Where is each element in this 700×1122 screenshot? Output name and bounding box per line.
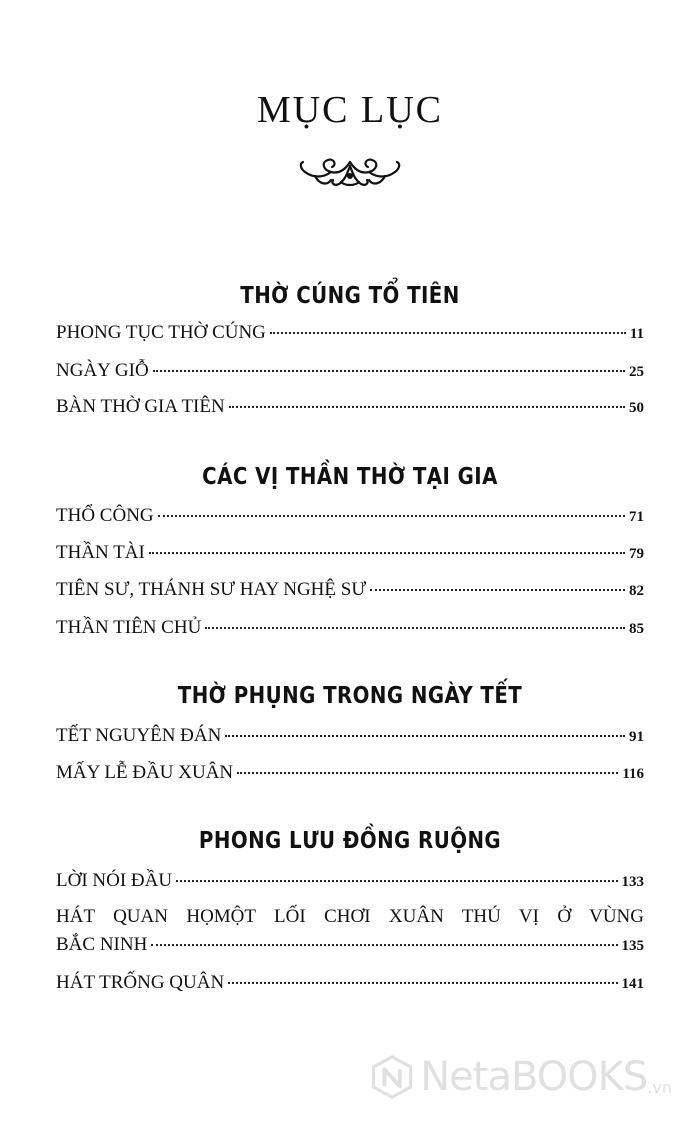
watermark: [372, 1047, 672, 1107]
dot-leader: [370, 589, 625, 591]
dot-leader: [176, 880, 617, 882]
dot-leader: [237, 772, 618, 774]
toc-entry[interactable]: [56, 542, 644, 564]
entry-page: 82: [629, 583, 644, 599]
section-heading: CÁC VỊ THẦN THỜ TẠI GIA: [202, 464, 498, 490]
entry-label: THẦN TIÊN CHỦ: [56, 617, 202, 638]
entry-label: MẤY LỄ ĐẦU XUÂN: [56, 762, 234, 783]
dot-leader: [270, 332, 626, 334]
toc-entry[interactable]: [56, 725, 644, 747]
dot-leader: [225, 735, 625, 737]
dot-leader: [153, 370, 625, 372]
entry-page: 116: [622, 766, 644, 782]
dot-leader: [149, 552, 625, 554]
toc-entry[interactable]: [56, 505, 644, 527]
toc-entry[interactable]: [56, 322, 644, 344]
toc-entry[interactable]: [56, 903, 644, 960]
entry-label: TẾT NGUYÊN ĐÁN: [56, 725, 222, 746]
watermark-suffix: .vn: [647, 1078, 672, 1097]
dot-leader: [151, 944, 617, 946]
entry-page: 141: [621, 976, 644, 992]
entry-page: 25: [629, 364, 644, 380]
dot-leader: [228, 982, 617, 984]
entry-page: 135: [621, 938, 644, 954]
entry-page: 79: [629, 546, 644, 562]
entry-page: 11: [629, 326, 644, 342]
ornament-divider-icon: [295, 152, 405, 194]
dot-leader: [229, 406, 625, 408]
entry-page: 133: [621, 874, 644, 890]
netabooks-logo-icon: [372, 1049, 412, 1105]
section-heading: PHONG LƯU ĐỒNG RUỘNG: [198, 828, 502, 854]
entry-label: TIÊN SƯ, THÁNH SƯ HAY NGHỆ SƯ: [56, 579, 367, 600]
toc-entry[interactable]: [56, 396, 644, 418]
entry-label: LỜI NÓI ĐẦU: [56, 870, 173, 891]
section-heading: THỜ CÚNG TỔ TIÊN: [240, 283, 460, 309]
entry-label: HÁT TRỐNG QUÂN: [56, 972, 225, 993]
entry-label-line1: HÁT QUAN HỌMỘT LỐI CHƠI XUÂN THÚ VỊ Ở VÙNG: [56, 906, 644, 927]
watermark-brand: NetaBOOKS: [420, 1054, 648, 1100]
dot-leader: [158, 515, 625, 517]
entry-page: 91: [629, 729, 644, 745]
entry-label: THẦN TÀI: [56, 542, 145, 563]
toc-entry[interactable]: [56, 762, 644, 784]
entry-label: THỔ CÔNG: [56, 505, 154, 526]
dot-leader: [205, 627, 625, 629]
toc-entry[interactable]: [56, 360, 644, 382]
entry-label: PHONG TỤC THỜ CÚNG: [56, 322, 266, 343]
entry-label: NGÀY GIỖ: [56, 360, 149, 381]
toc-entry[interactable]: [56, 972, 644, 994]
page-title: MỤC LỤC: [256, 89, 444, 131]
toc-entry[interactable]: [56, 579, 644, 601]
toc-entry[interactable]: [56, 870, 644, 892]
entry-page: 50: [629, 400, 644, 416]
entry-label: BÀN THỜ GIA TIÊN: [56, 396, 225, 417]
entry-page: 85: [629, 621, 644, 637]
entry-label-line2: BẮC NINH: [56, 934, 148, 955]
toc-entry[interactable]: [56, 617, 644, 639]
entry-page: 71: [629, 509, 644, 525]
section-heading: THỜ PHỤNG TRONG NGÀY TẾT: [177, 683, 523, 709]
